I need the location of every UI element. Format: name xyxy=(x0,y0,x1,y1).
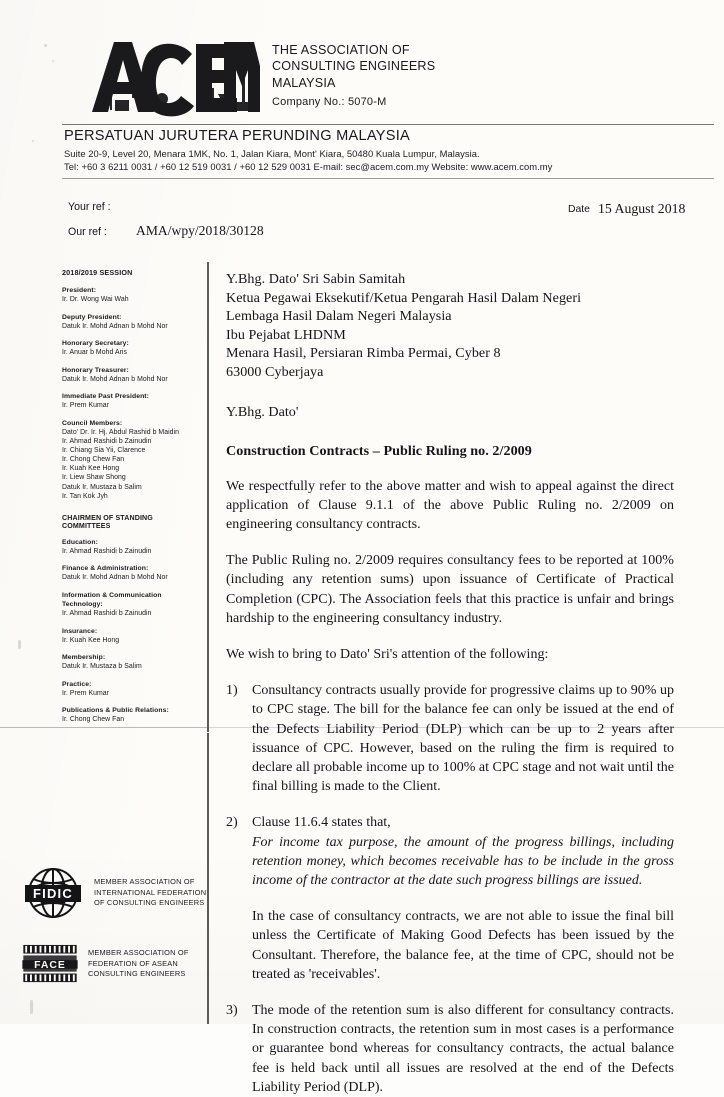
date-value: 15 August 2018 xyxy=(598,201,686,216)
face-membership-text xyxy=(88,948,189,979)
officer-role: Information & Communication Technology: xyxy=(62,591,162,608)
committees-list xyxy=(62,538,192,725)
paragraph-2: The Public Ruling no. 2/2009 requires consultancy fees to be reported at 100% (including any retention sums) upon issuance of Certificate of Practical Completion (CPC). The Association feels that this practice is unfair and brings hardship to the engineering consultancy industry. xyxy=(226,553,674,626)
scan-speck xyxy=(18,640,21,649)
organisation-name xyxy=(272,42,602,111)
letterhead xyxy=(0,0,724,180)
item-paragraph: Clause 11.6.4 states that, xyxy=(252,815,391,831)
officer-group xyxy=(62,419,192,501)
item-paragraph: The mode of the retention sum is also different for consultancy contracts. In construction contracts, the retention sum in most cases is a performance or guarantee bond whereas for consultancy contracts, the actual balance fee is held back until all issues are resolved at the end of the Defects Liability Period (DLP). xyxy=(252,1003,674,1095)
officer-name: Ir. Anuar b Mohd Aris xyxy=(62,349,128,357)
officer-name: Datuk Ir. Mohd Adnan b Mohd Nor xyxy=(62,574,168,582)
addressee-line: Menara Hasil, Persiaran Rimba Permai, Cyber 8 xyxy=(226,345,501,362)
scan-speck xyxy=(30,1000,33,1014)
company-number: Company No.: 5070-M xyxy=(272,96,387,109)
numbered-item xyxy=(226,1001,674,1097)
membership-line: MEMBER ASSOCIATION OF xyxy=(94,877,195,887)
officer-name: Ir. Kuah Kee Hong xyxy=(62,636,120,644)
officer-role: Honorary Treasurer: xyxy=(62,366,129,374)
scan-speck xyxy=(44,44,47,47)
org-line-1: THE ASSOCIATION OF xyxy=(272,43,410,57)
item-text xyxy=(252,1001,674,1097)
officer-group xyxy=(62,627,192,645)
officer-name: Ir. Prem Kumar xyxy=(62,689,110,697)
officer-group xyxy=(62,313,192,331)
officer-name: Ir. Ahmad Rashidi b Zainudin xyxy=(62,438,152,446)
svg-text:FIDIC: FIDIC xyxy=(33,886,73,901)
item-subparagraph: In the case of consultancy contracts, we are not able to issue the final bill unless the Certificate of Making Good Defects has been issued by the Consultant. Therefore, the balance fee, at the time of CPC, should not be treated as 'receivables'. xyxy=(252,909,674,982)
officer-role: Deputy President: xyxy=(62,313,122,321)
officer-role: Publications & Public Relations: xyxy=(62,707,169,715)
officer-role: Membership: xyxy=(62,654,106,662)
officer-role: Immediate Past President: xyxy=(62,393,149,401)
officer-role: Honorary Secretary: xyxy=(62,340,129,348)
membership-footer xyxy=(22,866,212,1008)
officer-role: Insurance: xyxy=(62,627,98,635)
membership-line: OF CONSULTING ENGINEERS xyxy=(94,898,205,908)
officer-name: Ir. Liew Shaw Shong xyxy=(62,474,126,482)
numbered-item xyxy=(226,813,674,984)
officer-group xyxy=(62,680,192,698)
fidic-membership-text xyxy=(94,877,206,908)
officer-name: Datuk Ir. Mohd Adnan b Mohd Nor xyxy=(62,322,168,330)
paragraph-3: We wish to bring to Dato' Sri's attention of the following: xyxy=(226,646,549,662)
officer-group xyxy=(62,564,192,582)
officer-group xyxy=(62,706,192,724)
item-text xyxy=(252,681,674,796)
officer-name: Ir. Chiang Sia Yii, Clarence xyxy=(62,447,146,455)
org-line-2: CONSULTING ENGINEERS xyxy=(272,59,436,74)
item-paragraph: Consultancy contracts usually provide for progressive claims up to 90% up to CPC stage. The bill for the balance fee can only be issued at the end of the Defects Liability Period (DLP) which can be up to 2 years after issuance of CPC. However, based on the ruling the firm is required to declare all probable income up to 100% at CPC stage and not wait until the final billing is made to the Client. xyxy=(252,683,674,795)
addressee-line: Lembaga Hasil Dalam Negeri Malaysia xyxy=(226,308,452,325)
officer-group xyxy=(62,366,192,384)
persatuan-title: PERSATUAN JURUTERA PERUNDING MALAYSIA xyxy=(64,128,411,144)
officer-name: Ir. Kuah Kee Hong xyxy=(62,465,120,473)
acem-logo-icon xyxy=(84,36,260,124)
officer-name: Ir. Ahmad Rashidi b Zainudin xyxy=(62,609,152,617)
officer-name: Datuk Ir. Mustaza b Salim xyxy=(62,483,142,491)
paragraph-1: We respectfully refer to the above matter and wish to appeal against the direct application of Clause 9.1.1 of the above Public Ruling no. 2/2009 on engineering consultancy contracts. xyxy=(226,478,674,532)
letter-body xyxy=(226,270,674,1097)
officer-role: Council Members: xyxy=(62,419,123,427)
addressee-block xyxy=(226,270,674,382)
item-text xyxy=(252,813,674,984)
our-ref-label: Our ref : xyxy=(68,226,107,238)
officer-name: Ir. Prem Kumar xyxy=(62,402,110,410)
officer-name: Datuk Ir. Mustaza b Salim xyxy=(62,663,142,671)
item-quotation: For income tax purpose, the amount of the progress billings, including retention money, which becomes receivable has to be include in the gross income of the contractor at the date such progress billings are issued. xyxy=(252,834,674,889)
membership-line: INTERNATIONAL FEDERATION xyxy=(94,887,207,897)
face-logo-icon xyxy=(22,944,78,984)
committees-heading: CHAIRMEN OF STANDING COMMITTEES xyxy=(62,513,153,530)
officer-name: Ir. Dr. Wong Wai Wah xyxy=(62,296,129,303)
scan-speck xyxy=(32,140,34,142)
officer-role: Finance & Administration: xyxy=(62,565,149,573)
contact-line: Tel: +60 3 6211 0031 / +60 12 519 0031 / +60 12 529 0031 E-mail: sec@acem.com.my Website: www.acem.com.my xyxy=(64,161,553,172)
item-number: 3) xyxy=(226,1003,238,1019)
officer-role: Education: xyxy=(62,538,98,546)
letterhead-divider-bottom xyxy=(62,178,714,179)
membership-line: CONSULTING ENGINEERS xyxy=(88,969,186,979)
scan-speck xyxy=(52,60,54,62)
org-line-3: MALAYSIA xyxy=(272,75,336,90)
membership-line: MEMBER ASSOCIATION OF xyxy=(88,948,189,958)
officer-name: Ir. Tan Kok Jyh xyxy=(62,492,108,500)
your-ref-label: Your ref : xyxy=(68,201,111,213)
fidic-logo-icon xyxy=(22,866,84,920)
officers-sidebar xyxy=(62,268,192,733)
officer-group xyxy=(62,339,192,357)
subject-heading: Construction Contracts – Public Ruling no. 2/2009 xyxy=(226,442,532,459)
officer-group xyxy=(62,591,192,618)
officer-group xyxy=(62,653,192,671)
address-line: Suite 20-9, Level 20, Menara 1MK, No. 1, Jalan Kiara, Mont' Kiara, 50480 Kuala Lumpur, Malaysia. xyxy=(64,148,480,159)
officer-name: Ir. Chong Chew Fan xyxy=(62,716,125,724)
officer-name: Datuk Ir. Mohd Adnan b Mohd Nor xyxy=(62,375,168,383)
officer-role: President: xyxy=(62,287,97,294)
officers-list xyxy=(62,286,192,501)
addressee-line: Ibu Pejabat LHDNM xyxy=(226,326,346,343)
officer-name: Ir. Ahmad Rashidi b Zainudin xyxy=(62,547,152,555)
addressee-line: Ketua Pegawai Eksekutif/Ketua Pengarah Hasil Dalam Negeri xyxy=(226,289,582,306)
membership-fidic xyxy=(22,866,212,920)
membership-line: FEDERATION OF ASEAN xyxy=(88,958,178,968)
sidebar-divider-upper xyxy=(207,262,209,732)
numbered-items xyxy=(226,681,674,1097)
letterhead-divider-top xyxy=(62,124,714,125)
officer-name: Ir. Chong Chew Fan xyxy=(62,456,125,464)
officer-group xyxy=(62,392,192,410)
officer-name: Dato' Dr. Ir. Hj. Abdul Rashid b Maidin xyxy=(62,428,180,436)
salutation: Y.Bhg. Dato' xyxy=(226,403,299,420)
membership-face xyxy=(22,944,212,984)
addressee-line: Y.Bhg. Dato' Sri Sabin Samitah xyxy=(226,271,406,287)
numbered-item xyxy=(226,681,674,796)
officer-group xyxy=(62,286,192,304)
item-number: 1) xyxy=(226,683,238,699)
officer-role: Practice: xyxy=(62,680,92,688)
officer-group xyxy=(62,538,192,556)
session-label: 2018/2019 SESSION xyxy=(62,268,133,277)
date-label: Date xyxy=(568,204,590,215)
svg-text:FACE: FACE xyxy=(34,959,66,971)
item-number: 2) xyxy=(226,815,238,831)
our-ref-value: AMA/wpy/2018/30128 xyxy=(136,223,264,238)
addressee-line: 63000 Cyberjaya xyxy=(226,363,324,380)
